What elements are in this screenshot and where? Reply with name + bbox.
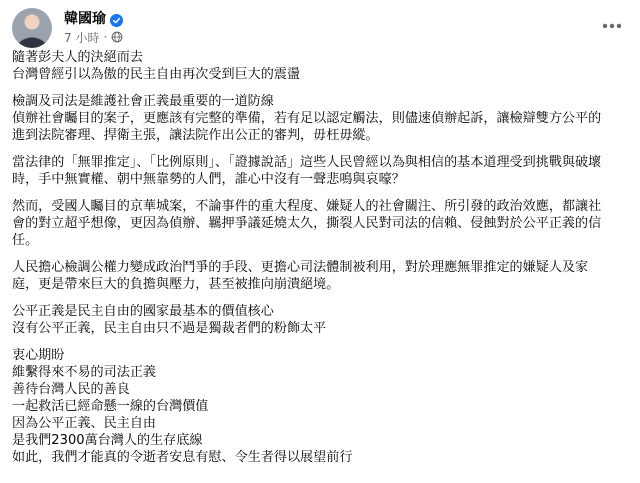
post-text-line: 偵辦社會矚目的案子，更應該有完整的準備，若有足以認定觸法，則儘速偵辦起訴，讓檢辯雙方公平的 <box>12 111 602 126</box>
post-text-line: 維繫得來不易的司法正義 <box>12 365 157 380</box>
post-text-line: 然而，受國人矚目的京華城案，不論事件的重大程度、嫌疑人的社會關注、所引發的政治效應，都讓社 <box>12 199 602 214</box>
post-text-line: 如此，我們才能真的令逝者安息有慰、令生者得以展望前行 <box>12 450 353 465</box>
post-text-line: 因為公平正義、民主自由 <box>12 416 157 431</box>
post-paragraph <box>12 259 628 293</box>
post-text-line: 沒有公平正義，民主自由只不過是獨裁者們的粉飾太平 <box>12 321 327 336</box>
post-text-line: 任。 <box>12 233 39 248</box>
post-paragraph <box>12 49 628 83</box>
post-text-line: 是我們2300萬台灣人的生存底線 <box>12 433 203 448</box>
post-paragraph <box>12 347 628 466</box>
post-meta <box>64 28 123 46</box>
post-text-line: 隨著彭夫人的決絕而去 <box>12 50 143 65</box>
post-paragraph <box>12 198 628 249</box>
post-text-line: 檢調及司法是維護社會正義最重要的一道防線 <box>12 94 274 109</box>
post-text-line: 庭，更是帶來巨大的負擔與壓力，甚至被推向崩潰絕境。 <box>12 277 340 292</box>
author-block <box>64 8 123 46</box>
more-options-icon <box>602 23 622 29</box>
post-text-line: 時，手中無實權、朝中無靠勢的人們，誰心中沒有一聲悲鳴與哀嚎？ <box>12 172 405 187</box>
meta-separator: · <box>103 30 108 44</box>
more-options-button[interactable] <box>596 10 628 42</box>
author-row <box>64 8 123 28</box>
post-timestamp[interactable]: 7 小時 <box>64 30 100 45</box>
post-paragraph <box>12 303 628 337</box>
post-text-line: 會的對立超乎想像，更因為偵辦、羈押爭議延燒太久，撕裂人民對司法的信賴、侵蝕對於公平正義的信 <box>12 216 602 231</box>
post-paragraph <box>12 93 628 144</box>
post-text-line: 進到法院審理、捍衛主張，讓法院作出公正的審判，毋枉毋縱。 <box>12 128 379 143</box>
author-name[interactable]: 韓國瑜 <box>64 11 106 27</box>
verified-badge-icon <box>110 12 123 25</box>
post-text-line: 衷心期盼 <box>12 348 65 363</box>
globe-icon <box>111 31 123 43</box>
author-avatar[interactable] <box>12 8 52 48</box>
post-header <box>8 6 632 50</box>
post-text-line: 一起救活已經命懸一線的台灣價值 <box>12 399 209 414</box>
post-text-line: 人民擔心檢調公權力變成政治鬥爭的手段、更擔心司法體制被利用，對於理應無罪推定的嫌疑人及家 <box>12 260 589 275</box>
post-text-line: 善待台灣人民的善良 <box>12 382 130 397</box>
post-content <box>12 49 628 466</box>
post-text-line: 公平正義是民主自由的國家最基本的價值核心 <box>12 304 274 319</box>
post-text-line: 台灣曾經引以為傲的民主自由再次受到巨大的震盪 <box>12 67 301 82</box>
post-text-line: 當法律的「無罪推定」、「比例原則」、「證據說話」這些人民曾經以為與相信的基本道理受到挑戰與破壞 <box>12 155 602 170</box>
post-paragraph <box>12 154 628 188</box>
